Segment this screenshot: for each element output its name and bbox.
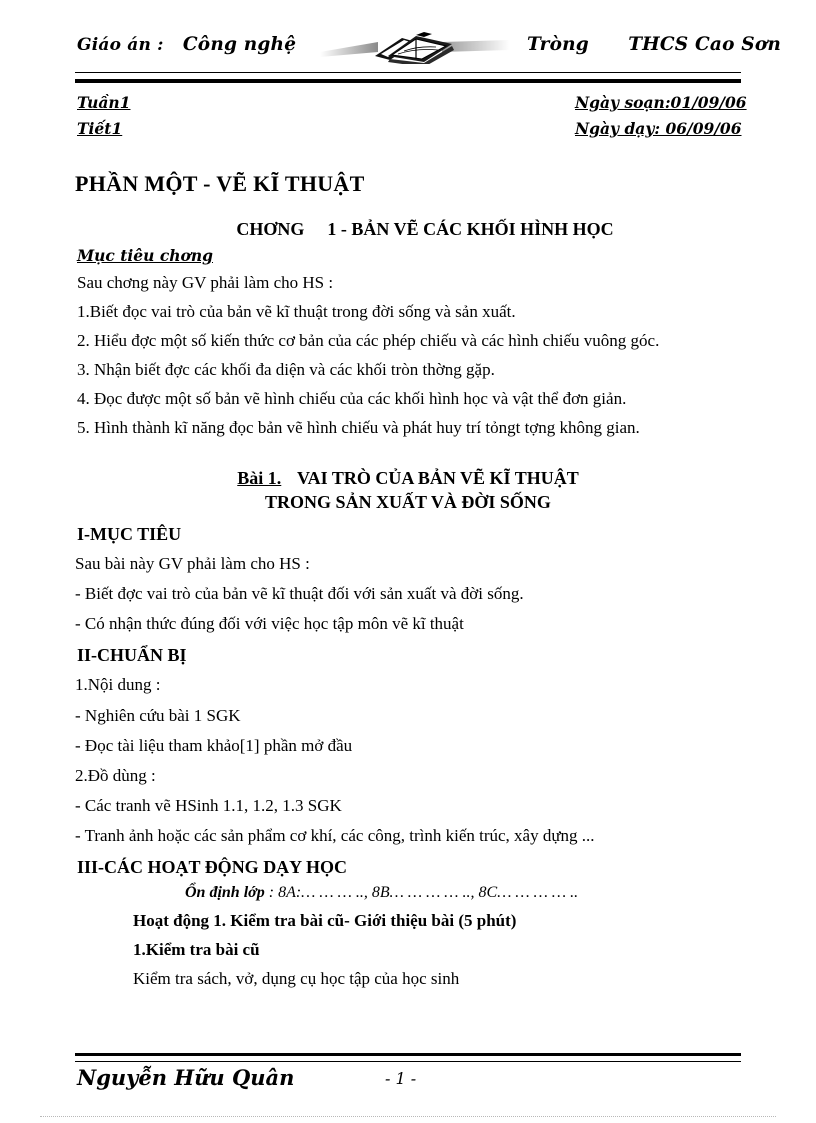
section-ii-sub1-label: 1.Nội dung : (75, 675, 161, 695)
header-divider (75, 72, 741, 83)
section-heading-iii: III-CÁC HOẠT ĐỘNG DẠY HỌC (77, 857, 348, 877)
goals-intro: Sau chơng này GV phải làm cho HS : (77, 273, 334, 292)
footer-page-number: - 1 - (385, 1069, 417, 1088)
section-i-bullet: - Có nhận thức đúng đối với việc học tập môn vẽ kĩ thuật (75, 614, 464, 634)
section-ii-sub2-label: 2.Đồ dùng : (75, 765, 156, 785)
chapter-title-text: 1 - BẢN VẼ CÁC KHỐI HÌNH HỌC (327, 219, 614, 239)
stabilize-value: : 8A:… … … .., 8B… … … … .., 8C… … … … .. (268, 884, 579, 901)
lesson-title-line1: VAI TRÒ CỦA BẢN VẼ KĨ THUẬT (296, 467, 579, 488)
date-written: Ngày soạn:01/09/06 (575, 93, 747, 112)
meta-row-period (75, 119, 741, 143)
document-content (75, 34, 782, 989)
header-school-prefix: Tròng (527, 34, 589, 55)
section-i-intro: Sau bài này GV phải làm cho HS : (75, 554, 310, 574)
stabilize-label: Ổn định lớp (185, 884, 265, 901)
goal-item: 2. Hiểu đợc một số kiến thức cơ bản của các phép chiếu và các hình chiếu vuông góc. (77, 331, 660, 351)
running-header (75, 34, 782, 74)
week-label: Tuần1 (77, 93, 131, 112)
goals-label: Mục tiêu chơng (77, 246, 213, 265)
date-taught: Ngày dạy: 06/09/06 (575, 119, 742, 138)
header-school-name: THCS Cao Sơn (628, 34, 782, 55)
goal-item: 3. Nhận biết đợc các khối đa diện và các khối tròn thờng gặp. (77, 360, 495, 380)
section-ii-sub2-item: - Tranh ảnh hoặc các sản phẩm cơ khí, các công, trình kiến trúc, xây dựng ... (75, 825, 595, 845)
activity-sub-heading: 1.Kiểm tra bài cũ (133, 940, 260, 959)
activity-heading: Hoạt động 1. Kiểm tra bài cũ- Giới thiệu bài (5 phút) (133, 911, 517, 930)
header-subject (77, 34, 296, 55)
header-school (527, 34, 781, 55)
section-ii-sub1-item: - Đọc tài liệu tham khảo[1] phần mở đầu (75, 735, 353, 755)
lesson-title-line2: TRONG SẢN XUẤT VÀ ĐỜI SỐNG (265, 491, 551, 512)
lesson-title (75, 466, 741, 515)
goal-item: 1.Biết đọc vai trò của bản vẽ kĩ thuật trong đời sống và sản xuất. (77, 302, 516, 322)
meta-row-week (75, 93, 747, 117)
footer-author: Nguyễn Hữu Quân (77, 1065, 295, 1090)
running-footer (75, 1053, 741, 1095)
header-subject-prefix: Giáo án : (77, 35, 164, 55)
section-heading-ii: II-CHUẨN BỊ (77, 645, 187, 666)
chapter-title (75, 219, 741, 240)
section-heading-i: I-MỤC TIÊU (77, 524, 182, 545)
lesson-number-label: Bài 1. (237, 467, 282, 488)
page-bottom-edge (40, 1116, 776, 1117)
section-ii-sub2-item: - Các tranh vẽ HSinh 1.1, 1.2, 1.3 SGK (75, 795, 342, 815)
section-i-bullet: - Biết đợc vai trò của bản vẽ kĩ thuật đối với sản xuất và đời sống. (75, 584, 524, 604)
open-book-clipart-icon (320, 30, 510, 64)
header-subject-name: Công nghệ (182, 34, 297, 55)
goal-item: 4. Đọc được một số bản vẽ hình chiếu của các khối hình học và vật thể đơn giản. (77, 389, 627, 409)
part-title: PHẦN MỘT - VẼ KĨ THUẬT (75, 171, 365, 196)
period-label: Tiết1 (77, 119, 123, 138)
chapter-prefix: CHƠNG (236, 219, 305, 239)
goal-item: 5. Hình thành kĩ năng đọc bản vẽ hình chiếu và phát huy trí tỏngt tợng không gian. (77, 418, 640, 438)
footer-divider (75, 1053, 741, 1062)
stabilize-class-line (185, 884, 741, 902)
section-ii-sub1-item: - Nghiên cứu bài 1 SGK (75, 705, 241, 725)
activity-sub-text: Kiểm tra sách, vở, dụng cụ học tập của học sinh (133, 969, 460, 988)
footer-row (75, 1065, 741, 1095)
